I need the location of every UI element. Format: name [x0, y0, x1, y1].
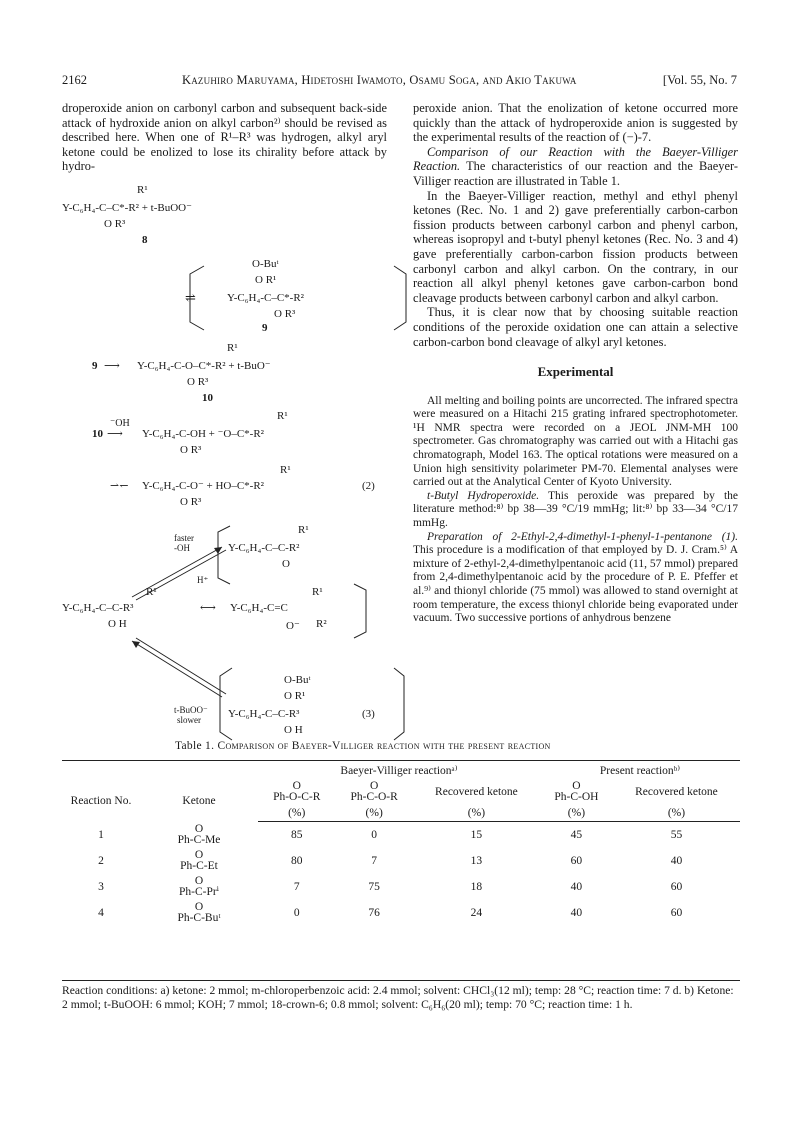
slower-label: slower — [177, 715, 201, 725]
group-header-present: Present reactionᵇ⁾ — [540, 761, 740, 780]
enolate-r2: R² — [316, 618, 327, 630]
reaction-scheme — [62, 182, 392, 782]
table-footnote: Reaction conditions: a) ketone: 2 mmol; m-chloroperbenzoic acid: 2.4 mmol; solvent: CHCl₃(12 ml); temp: 28 °C; reaction time: 7 d. b) Ketone: 2 mmol; t-BuOOH: 6 mmol; KOH; 7 mmol; 18-crown-6; 0.8 mmol; solvent: C₆H₆(20 ml); temp: 70 °C; reaction time: 1 h. — [62, 980, 740, 1012]
left-column — [62, 101, 387, 174]
label-10-reactant: 10 — [92, 428, 103, 440]
col-bv2-o: O — [370, 780, 379, 792]
col-header-bv3: Recovered ketone — [435, 786, 518, 798]
row-bv3: 13 — [470, 855, 483, 867]
scheme-13-bottom: O — [282, 558, 290, 570]
running-header — [62, 73, 737, 89]
page-number: 2162 — [62, 73, 87, 87]
left-paragraph-1: droperoxide anion on carbonyl carbon and subsequent back-side attack of hydroxide anion on alkyl carbon²⁾ should be revised as described here. When one of R¹–R³ was hydrogen, alkyl aryl ketone could be enolized to lose its chirality before attack by hydro- — [62, 101, 387, 174]
scheme-15-formula: Y-C₆H₄-C–C-R³ — [228, 708, 300, 720]
row-no: 4 — [98, 907, 104, 919]
row-bv3: 24 — [470, 907, 483, 919]
scheme-12-formula: Y-C₆H₄-C-O⁻ + HO–C*-R² — [142, 480, 264, 492]
arrow-12: ⇀↽ — [110, 480, 129, 492]
row-p2: 55 — [670, 829, 683, 841]
scheme-13-r1: R¹ — [298, 524, 309, 536]
tbuoo-label: t-BuOO⁻ — [174, 705, 208, 715]
scheme-9-formula: Y-C₆H₄-C–C*-R² — [227, 292, 304, 304]
row-bv2: 7 — [371, 855, 378, 867]
ketone-o: O — [194, 823, 204, 835]
table-row — [62, 848, 740, 874]
row-bv2: 76 — [368, 907, 380, 919]
volume-info: [Vol. 55, No. 7 — [662, 73, 737, 87]
row-bv1: 85 — [290, 829, 303, 841]
label-9-reactant: 9 — [92, 360, 98, 372]
row-bv3: 18 — [470, 881, 483, 893]
group-header-bv: Baeyer-Villiger reactionᵃ⁾ — [258, 761, 540, 780]
col-bv1-o: O — [292, 780, 301, 792]
preparation-text: This procedure is a modification of that employed by D. J. Cram.⁵⁾ A mixture of 2-ethyl-2,4-dimethylpentanoic acid (11, 57 mmol) prepared from 2,4-dimethylpentanoic acid by the procedure of P. E. Pfeffer et al.⁹⁾ and thionyl chloride (75 mmol) was allowed to stand overnight at room temperature, the excess thionyl chloride being evaporated under vacuum. Two successive portions of anhydrous benzene — [413, 544, 738, 625]
scheme-14-formula: Y-C₆H₄-C–C-R³ — [62, 602, 134, 614]
label-8: 8 — [142, 234, 148, 246]
scheme-15-bottom: O H — [284, 724, 303, 736]
arrow-10-11: ⟶ — [107, 428, 123, 440]
table-row — [62, 900, 740, 926]
enolate-o: O⁻ — [286, 620, 300, 632]
experimental-paragraph-1: All melting and boiling points are uncorrected. The infrared spectra were measured on a Hitachi 215 grating infrared spectrophotometer. ¹H NMR spectra were recorded on a JEOL JNM-MH 100 spectrometer. Gas chromatography was carried out with a Hitachi gas chromatograph, Model 163. The optical rotations were measured on a Union high sensitivity polarimeter PM-70. Elemental analyses were carried out at the Analytical Center of Kyoto University. — [413, 394, 738, 489]
scheme-12-bottom: O R³ — [180, 496, 202, 508]
tbuooh-text: This peroxide was prepared by the literature method:⁸⁾ bp 38—39 °C/19 mmHg; lit:⁸⁾ bp 33—34 °C/17 mmHg. — [413, 489, 739, 530]
scheme-8-r1: R¹ — [137, 184, 148, 196]
row-no: 3 — [98, 881, 104, 893]
scheme-8-formula: Y-C₆H₄-C–C*-R² + t-BuOO⁻ — [62, 202, 192, 214]
comparison-text: The characteristics of our reaction and the Baeyer-Villiger reaction are illustrated in Table 1. — [413, 159, 738, 188]
table-caption-text: Comparison of Baeyer-Villiger reaction with the present reaction — [217, 740, 551, 752]
scheme-9-obu: O-Buᵗ — [252, 258, 279, 270]
arrow-faster — [122, 542, 232, 602]
enolate-formula: Y-C₆H₄-C=C — [230, 602, 288, 614]
comparison-heading: Comparison of our Reaction with the Baeyer-Villiger Reaction. — [413, 144, 738, 174]
row-no: 1 — [98, 829, 104, 841]
scheme-15-or1: O R¹ — [284, 690, 306, 702]
right-column — [413, 101, 738, 626]
right-paragraph-1: peroxide anion. That the enolization of ketone occurred more quickly than the attack of hydroperoxide anion is suggested by the experimental results of the reaction of (−)-7. — [413, 101, 738, 145]
unit-bv1: (%) — [288, 807, 306, 819]
equilibrium-arrow: ⇌ — [185, 290, 196, 305]
scheme-8-bottom: O R³ — [104, 218, 126, 230]
resonance-arrow: ⟷ — [200, 602, 216, 614]
scheme-10-bottom: O R³ — [187, 376, 209, 388]
table-caption — [175, 740, 551, 752]
scheme-11-formula: Y-C₆H₄-C-OH + ⁻O–C*-R² — [142, 428, 264, 440]
faster-oh-label: -OH — [174, 543, 190, 553]
scheme-13-formula: Y-C₆H₄-C–C-R² — [228, 542, 300, 554]
col-header-bv1: Ph-O-C-R — [273, 791, 321, 803]
unit-p2: (%) — [667, 807, 686, 819]
scheme-14-bottom: O H — [108, 618, 127, 630]
ketone-o: O — [194, 901, 204, 913]
row-p2: 60 — [670, 907, 683, 919]
col-header-bv2: Ph-C-O-R — [350, 791, 398, 803]
comparison-table — [62, 760, 740, 926]
label-9: 9 — [262, 322, 268, 334]
scheme-9-bottom: O R³ — [274, 308, 296, 320]
row-bv1: 0 — [293, 907, 300, 919]
bracket-enolate — [352, 582, 372, 642]
col-header-reaction-no: Reaction No. — [70, 794, 132, 807]
section-heading-experimental: Experimental — [537, 364, 614, 380]
table-caption-prefix: Table 1. — [175, 740, 215, 752]
unit-bv3: (%) — [467, 807, 486, 819]
row-p1: 40 — [570, 881, 583, 893]
row-bv3: 15 — [470, 829, 483, 841]
scheme-10-formula: Y-C₆H₄-C-O–C*-R² + t-BuO⁻ — [137, 360, 271, 372]
row-p1: 40 — [570, 907, 583, 919]
row-p2: 60 — [670, 881, 683, 893]
hydroxide-label: ⁻OH — [110, 418, 130, 429]
ketone-o: O — [194, 875, 204, 887]
preparation-heading: Preparation of 2-Ethyl-2,4-dimethyl-1-phenyl-1-pentanone (1). — [427, 530, 738, 543]
unit-p1: (%) — [567, 807, 586, 819]
scheme-11-bottom: O R³ — [180, 444, 202, 456]
scheme-10-r1: R¹ — [227, 342, 238, 354]
equation-2-number: (2) — [362, 480, 375, 492]
row-bv1: 80 — [290, 855, 303, 867]
table-row — [62, 822, 740, 848]
faster-label: faster — [174, 533, 194, 543]
unit-bv2: (%) — [365, 807, 383, 819]
ketone-o: O — [194, 849, 204, 861]
row-no: 2 — [98, 855, 104, 867]
row-bv2: 75 — [368, 881, 380, 893]
bracket-15 — [214, 666, 414, 746]
scheme-11-r1: R¹ — [277, 410, 288, 422]
col-header-p1: Ph-C-OH — [554, 791, 599, 803]
col-header-ketone: Ketone — [182, 794, 216, 807]
author-line: Kazuhiro Maruyama, Hidetoshi Iwamoto, Osamu Soga, and Akio Takuwa — [182, 73, 577, 87]
arrow-9-10: ⟶ — [104, 360, 120, 372]
row-ketone: Ph-C-Me — [177, 834, 221, 846]
col-header-p2: Recovered ketone — [635, 786, 718, 798]
row-bv2: 0 — [371, 829, 378, 841]
row-p1: 60 — [570, 855, 583, 867]
scheme-12-r1: R¹ — [280, 464, 291, 476]
table-row — [62, 874, 740, 900]
right-paragraph-3: In the Baeyer-Villiger reaction, methyl and ethyl phenyl ketones (Rec. No. 1 and 2) gave preferentially carbon-carbon fission products between carbonyl carbon and phenyl carbon, whereas isopropyl and t-butyl phenyl ketones (Rec. No. 3 and 4) gave preferentially carbon-carbon fission products between carbonyl carbon and alkyl carbon. On the contrary, in our reaction all alkyl phenyl ketones gave carbon-carbon bond cleavage products between carbonyl carbon and alkyl carbon. — [413, 188, 738, 305]
label-10: 10 — [202, 392, 213, 404]
row-p2: 40 — [670, 855, 683, 867]
row-ketone: Ph-C-Buᵗ — [177, 912, 221, 924]
proton-label: H⁺ — [197, 575, 209, 585]
row-p1: 45 — [570, 829, 583, 841]
equation-3-number: (3) — [362, 708, 375, 720]
enolate-r1: R¹ — [312, 586, 323, 598]
scheme-14-r1: R¹ — [146, 586, 157, 598]
col-p1-o: O — [572, 780, 581, 792]
row-ketone: Ph-C-Et — [180, 860, 218, 872]
scheme-9-or1: O R¹ — [255, 274, 277, 286]
row-ketone: Ph-C-Prⁱ — [178, 886, 219, 898]
right-paragraph-4: Thus, it is clear now that by choosing suitable reaction conditions of the peroxide oxidation one can attain a selective carbon-carbon bond cleavage of alkyl aryl ketones. — [413, 305, 738, 349]
row-bv1: 7 — [293, 881, 300, 893]
tbuooh-heading: t-Butyl Hydroperoxide. — [427, 489, 540, 502]
scheme-15-obu: O-Buᵗ — [284, 674, 311, 686]
